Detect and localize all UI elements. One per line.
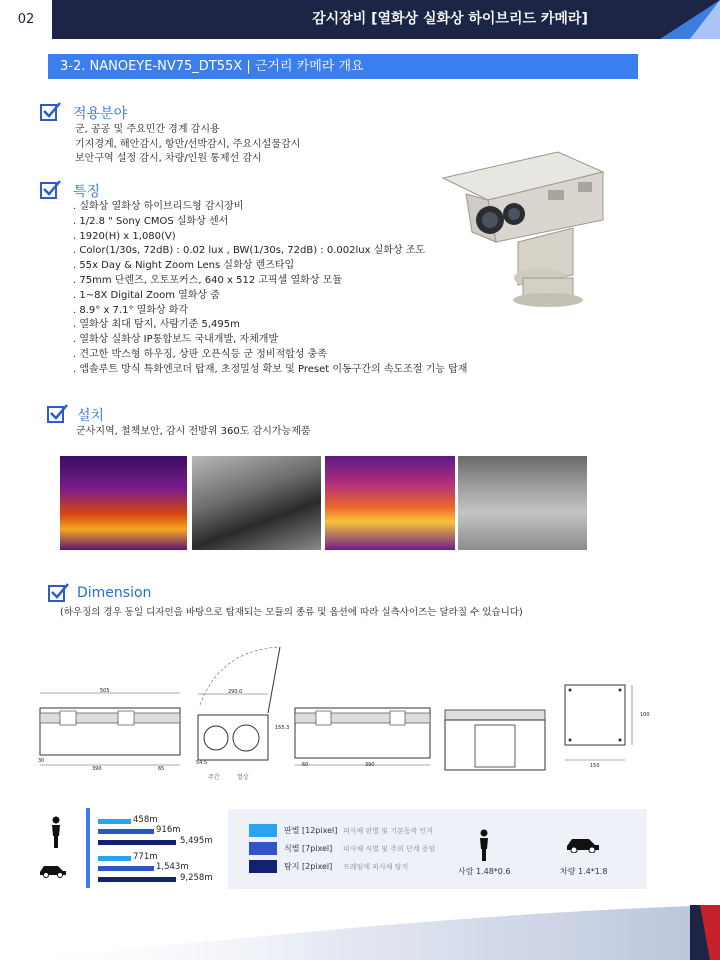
person-size-label: 사람 1.48*0.6 <box>458 867 511 876</box>
dim-label: 65 <box>158 766 165 772</box>
footer-decoration <box>0 905 720 960</box>
person-detection-value: 5,495m <box>180 836 213 846</box>
vehicle-identification-bar <box>98 866 154 871</box>
vehicle-size-icon <box>565 835 601 853</box>
dim-label: 505 <box>100 688 110 694</box>
range-axis <box>86 808 90 888</box>
thermal-image-city <box>60 456 187 550</box>
person-identification-bar <box>98 829 154 834</box>
legend-desc: 피사체 판별 및 기본동작 인지 <box>343 827 434 835</box>
drawing-end-view <box>435 665 555 775</box>
legend-desc: 피사체 식별 및 주의 단계 증임 <box>343 845 436 853</box>
header-title: 감시장비 [열화상 실화상 하이브리드 카메라] <box>312 11 588 27</box>
checkbox-icon <box>47 406 64 423</box>
thermal-image-harbor <box>458 456 587 550</box>
legend-swatch-detection <box>249 860 277 873</box>
legend-swatch-identification <box>249 842 277 855</box>
feature-line: . 견고한 박스형 하우징, 상판 오픈식등 군 정비적합성 충족 <box>73 348 327 360</box>
front-caption-day: 주간 <box>208 774 220 781</box>
checkbox-icon <box>40 182 57 199</box>
vehicle-size-label: 차량 1.4*1.8 <box>560 867 608 876</box>
feature-line: . 1920(H) x 1,080(V) <box>73 230 176 242</box>
dim-label: 390 <box>365 762 375 768</box>
feature-line: . 앱솔루트 방식 특화엔코더 탑재, 초정밀성 확보 및 Preset 이동구간의 속도조절 기능 탑재 <box>73 363 468 375</box>
application-list <box>75 123 300 167</box>
vehicle-detection-bar <box>98 877 176 882</box>
person-icon <box>49 816 63 848</box>
page-number: 02 <box>0 0 52 39</box>
vehicle-recognition-value: 771m <box>133 852 158 862</box>
feature-line: . 75mm 단렌즈, 오토포커스, 640 x 512 고픽셀 열화상 모듈 <box>73 274 343 286</box>
feature-line: . 열화상 최대 탐지, 사람기준 5,495m <box>73 319 240 331</box>
legend-label: 판별 [12pixel] <box>284 826 338 835</box>
feature-line: . 8.9° x 7.1° 열화상 화각 <box>73 304 189 316</box>
legend-label: 탐지 [2pixel] <box>284 862 333 871</box>
legend-desc: 프레임에 피사체 탐지 <box>343 863 409 871</box>
dim-label: 155.3 <box>275 725 290 731</box>
dim-label: 290.0 <box>228 689 243 695</box>
application-heading: 적용분야 <box>73 106 128 122</box>
thermal-image-road <box>192 456 321 550</box>
vehicle-detection-value: 9,258m <box>180 873 213 883</box>
feature-line: . 1~8X Digital Zoom 열화상 줌 <box>73 289 220 301</box>
features-heading: 특징 <box>73 184 101 200</box>
dim-label: 100 <box>640 712 650 718</box>
person-recognition-bar <box>98 819 131 824</box>
dim-label: 150 <box>590 763 600 769</box>
drawing-side-view <box>35 645 185 775</box>
checkbox-icon <box>40 104 57 121</box>
vehicle-icon <box>38 862 68 878</box>
dim-label: 60 <box>302 762 309 768</box>
feature-line: . 55x Day & Night Zoom Lens 실화상 렌즈타입 <box>73 260 295 272</box>
features-list <box>73 200 467 378</box>
drawing-front-view <box>190 645 285 775</box>
feature-line: . 열화상 실화상 IP통합보드 국내개발, 자체개발 <box>73 334 279 346</box>
drawing-rear-view <box>290 645 435 775</box>
dim-label: 54.5 <box>196 760 208 766</box>
application-line: 보안구역 설정 감시, 차량/인원 통제선 감시 <box>75 153 262 164</box>
installation-heading: 설치 <box>77 408 105 424</box>
drawing-base-view <box>560 680 640 780</box>
application-line: 군, 공공 및 주요민간 경계 감시용 <box>75 124 220 135</box>
legend-swatch-recognition <box>249 824 277 837</box>
application-line: 기지경계, 해안감시, 항만/선박감시, 주요시설물감시 <box>75 138 301 150</box>
dim-label: 30 <box>38 758 45 764</box>
vehicle-recognition-bar <box>98 856 131 861</box>
person-identification-value: 916m <box>156 825 181 835</box>
front-caption-thermal: 열상 <box>237 774 249 781</box>
feature-line: . Color(1/30s, 72dB) : 0.02 lux , BW(1/30s, 72dB) : 0.002lux 실화상 조도 <box>73 245 426 257</box>
dimension-note: (하우징의 경우 동일 디자인을 바탕으로 탑재되는 모듈의 종류 및 옵션에 따라 실측사이즈는 달라질 수 있습니다) <box>60 607 523 618</box>
installation-text: 군사지역, 철책보안, 감시 전방위 360도 감시가능제품 <box>76 426 311 437</box>
person-detection-bar <box>98 840 176 845</box>
legend-label: 식별 [7pixel] <box>284 844 333 853</box>
dim-label: 390 <box>92 766 102 772</box>
dimension-heading: Dimension <box>77 585 152 601</box>
feature-line: . 실화상 열화상 하이브리드형 감시장비 <box>73 201 244 212</box>
thermal-image-coast <box>325 456 455 550</box>
feature-line: . 1/2.8 " Sony CMOS 실화상 센서 <box>73 215 229 227</box>
camera-product-image <box>438 150 608 310</box>
section-title-bar: 3-2. NANOEYE-NV75_DT55X | 근거리 카메라 개요 <box>48 54 638 79</box>
person-size-icon <box>477 829 491 861</box>
person-recognition-value: 458m <box>133 815 158 825</box>
vehicle-identification-value: 1,543m <box>156 862 189 872</box>
checkbox-icon <box>48 585 65 602</box>
